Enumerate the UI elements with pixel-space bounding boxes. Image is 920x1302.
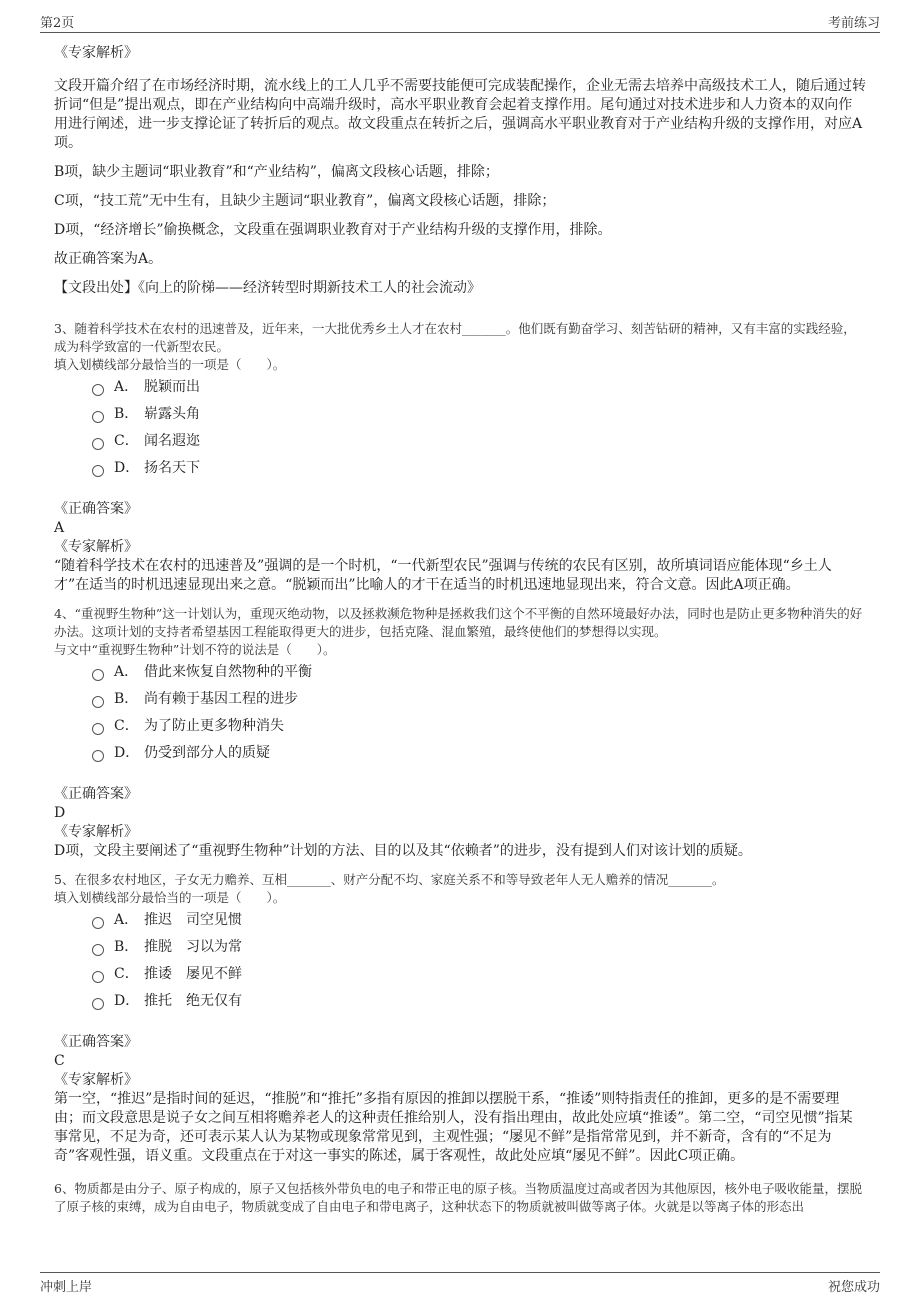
radio-icon[interactable] [92,465,104,477]
radio-icon[interactable] [92,917,104,929]
q4-options [92,659,866,767]
q4-option-a[interactable]: A． 借此来恢复自然物种的平衡 [92,659,866,686]
q4-answer: D [54,805,66,821]
q3-answer: A [54,520,65,536]
radio-icon[interactable] [92,384,104,396]
q3-analysis-heading: 《专家解析》 [54,539,138,555]
radio-icon[interactable] [92,971,104,983]
q4-option-c[interactable]: C． 为了防止更多物种消失 [92,713,866,740]
q5-option-c[interactable]: C． 推诿 屡见不鲜 [92,961,866,988]
q4-analysis-heading: 《专家解析》 [54,824,138,840]
block1-source: 【文段出处】《向上的阶梯——经济转型时期新技术工人的社会流动》 [54,280,481,296]
q3-answer-heading: 《正确答案》 [54,501,138,517]
header-divider [40,32,880,33]
radio-icon[interactable] [92,669,104,681]
q5-prompt: 填入划横线部分最恰当的一项是（ ）。 [54,890,286,905]
page-header [40,12,880,32]
block1-paragraph: 文段开篇介绍了在市场经济时期，流水线上的工人几乎不需要技能便可完成装配操作，企业无需去培养中高级技术工人，随后通过转折词“但是”提出观点，即在产业结构向中高端升级时，高水平职业教育会起着支撑作用。尾句通过对技术进步和人力资本的双向作用进行阐述，进一步支撑论证了转折后的观点。故文段重点在转折之后，强调高水平职业教育对于产业结构升级的支撑作用，对应A项。 [54,78,866,151]
q3-options [92,374,866,482]
q5-answer: C [54,1053,65,1069]
radio-icon[interactable] [92,696,104,708]
radio-icon[interactable] [92,998,104,1010]
radio-icon[interactable] [92,438,104,450]
main-content [54,44,866,1216]
q5-analysis: 第一空，“推迟”是指时间的延迟，“推脱”和“推托”多指有原因的推卸以摆脱干系，“推诿”则特指责任的推卸，更多的是不需要理由；而文段意思是说子女之间互相将赡养老人的这种责任推给别人，没有指出理由，故此处应填“推诿”。第二空，“司空见惯”指某事常见，不足为奇，还可表示某人认为某物或现象常常见到，主观性强；“屡见不鲜”是指常常见到，并不新奇，含有的“不足为奇”客观性强，语义重。文段重点在于对这一事实的陈述，属于客观性，故此处应填“屡见不鲜”。因此C项正确。 [54,1091,853,1164]
q4-option-d[interactable]: D． 仍受到部分人的质疑 [92,740,866,767]
header-title: 考前练习 [827,16,880,31]
q5-option-b[interactable]: B． 推脱 习以为常 [92,934,866,961]
footer-left-text: 冲刺上岸 [40,1280,93,1295]
q4-analysis: D项，文段主要阐述了“重视野生物种”计划的方法、目的以及其“依赖者”的进步，没有提到人们对该计划的质疑。 [54,843,752,859]
q3-option-a[interactable]: A． 脱颖而出 [92,374,866,401]
q6-stem: 6、物质都是由分子、原子构成的，原子又包括核外带负电的电子和带正电的原子核。当物质温度过高或者因为其他原因，核外电子吸收能量，摆脱了原子核的束缚，成为自由电子，物质就变成了自由电子和带电离子，这种状态下的物质就被叫做等离子体。火就是以等离子体的形态出 [54,1181,862,1214]
q3-analysis: “随着科学技术在农村的迅速普及”强调的是一个时机，“一代新型农民”强调与传统的农民有区别，故所填词语应能体现“乡土人才”在适当的时机迅速显现出来之意。“脱颖而出”比喻人的才干在适当的时机迅速地显现出来，符合文意。因此A项正确。 [54,558,832,593]
q5-analysis-heading: 《专家解析》 [54,1072,138,1088]
q5-options [92,907,866,1015]
page-number: 第2页 [40,16,75,31]
radio-icon[interactable] [92,723,104,735]
q3-prompt: 填入划横线部分最恰当的一项是（ ）。 [54,357,286,372]
block1-answer: 故正确答案为A。 [54,251,163,267]
footer-divider [40,1272,880,1273]
q4-stem: 4、“重视野生物种”这一计划认为，重现灭绝动物，以及拯救濒危物种是拯救我们这个不平衡的自然环境最好办法，同时也是防止更多物种消失的好办法。这项计划的支持者希望基因工程能取得更大的进步，包括克隆、混血繁殖，最终使他们的梦想得以实现。 [54,606,863,639]
block1-heading: 《专家解析》 [54,45,138,61]
q4-answer-heading: 《正确答案》 [54,786,138,802]
q4-option-b[interactable]: B． 尚有赖于基因工程的进步 [92,686,866,713]
q5-answer-heading: 《正确答案》 [54,1034,138,1050]
radio-icon[interactable] [92,411,104,423]
q5-option-d[interactable]: D． 推托 绝无仅有 [92,988,866,1015]
block1-option-d-analysis: D项，“经济增长”偷换概念，文段重在强调职业教育对于产业结构升级的支撑作用，排除。 [54,222,612,238]
radio-icon[interactable] [92,750,104,762]
q3-option-b[interactable]: B． 崭露头角 [92,401,866,428]
q5-stem: 5、在很多农村地区，子女无力赡养、互相_______、财产分配不均、家庭关系不和等导致老年人无人赡养的情况_______。 [54,872,725,887]
radio-icon[interactable] [92,944,104,956]
block1-option-b-analysis: B项，缺少主题词“职业教育”和“产业结构”，偏离文段核心话题，排除； [54,164,499,180]
q4-prompt: 与文中“重视野生物种”计划不符的说法是（ ）。 [54,642,336,657]
q3-option-d[interactable]: D． 扬名天下 [92,455,866,482]
q3-option-c[interactable]: C． 闻名遐迩 [92,428,866,455]
q3-stem: 3、随着科学技术在农村的迅速普及，近年来，一大批优秀乡土人才在农村_______。他们既有勤奋学习、刻苦钻研的精神，又有丰富的实践经验，成为科学致富的一代新型农民。 [54,321,856,354]
footer-right-text: 祝您成功 [827,1280,880,1295]
q5-option-a[interactable]: A． 推迟 司空见惯 [92,907,866,934]
block1-option-c-analysis: C项，“技工荒”无中生有，且缺少主题词“职业教育”，偏离文段核心话题，排除； [54,193,556,209]
